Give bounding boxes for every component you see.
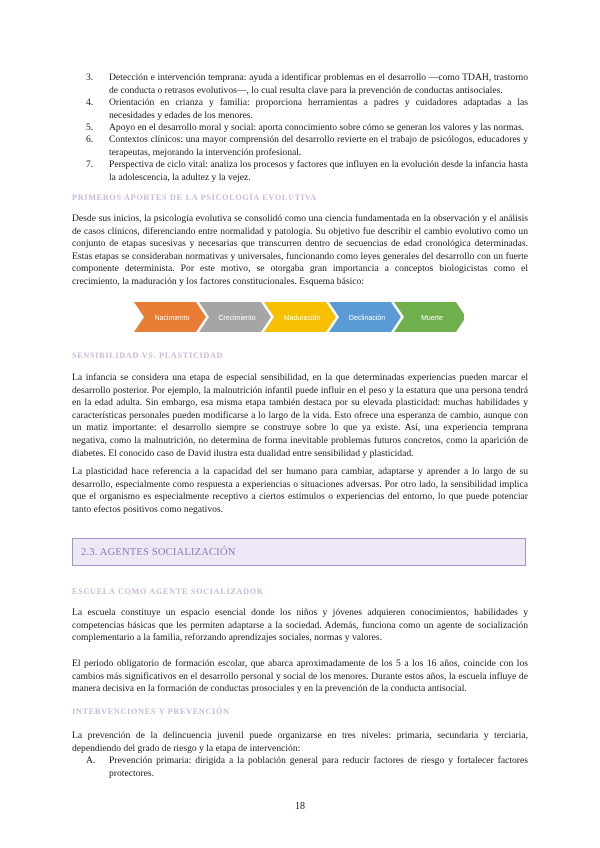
list-number: 3. <box>86 72 94 83</box>
development-stages-flow <box>134 302 464 332</box>
section-heading-primeros-aportes: PRIMEROS APORTES DE LA PSICOLOGÍA EVOLUTIVA <box>72 193 317 202</box>
flow-step-label: Crecimiento <box>218 315 256 322</box>
paragraph-sensibilidad-1: La infancia se considera una etapa de especial sensibilidad, en la que determinadas experiencias pueden marcar el desarrollo posterior. Por ejemplo, la malnutrición infantil puede influir en el peso y la estatura que una persona tendrá en la edad adulta. Sin embargo, esa misma etapa también destaca por su elevada plasticidad: muchas habilidades y características personales pueden modificarse a lo largo de la vida. Esto ofrece una esperanza de cambio, aunque con un matiz importante: el desarrollo siempre se construye sobre lo que ya existe. Así, una experiencia temprana negativa, como la malnutrición, no determina de forma inevitable problemas futuros concretos, como la aparición de diabetes. El conocido caso de David ilustra esta dualidad entre sensibilidad y plasticidad. <box>72 372 528 459</box>
list-item <box>72 72 528 97</box>
list-text: Perspectiva de ciclo vital: analiza los procesos y factores que influyen en la evolución desde la infancia hasta la adolescencia, la adultez y la vejez. <box>109 159 528 183</box>
section-heading-sensibilidad: SENSIBILIDAD VS. PLASTICIDAD <box>72 351 224 360</box>
list-item <box>72 97 528 122</box>
flow-step-label: Declinación <box>348 315 386 322</box>
list-item <box>72 122 528 135</box>
paragraph-intervenciones: La prevención de la delincuencia juvenil puede organizarse en tres niveles: primaria, secundaria y terciaria, dependiendo del grado de riesgo y la etapa de intervención: <box>72 730 528 754</box>
flow-step-label: Nacimiento <box>154 315 190 322</box>
list-number: 5. <box>86 122 94 133</box>
list-text: Orientación en crianza y familia: proporciona herramientas a padres y cuidadores adaptadas a las necesidades y edades de los menores. <box>109 97 528 121</box>
list-text: Prevención primaria: dirigida a la población general para reducir factores de riesgo y fortalecer factores protectores. <box>109 755 528 779</box>
list-text: Detección e intervención temprana: ayuda a identificar problemas en el desarrollo —como TDAH, trastorno de conducta o retrasos evolutivos—, lo cual resulta clave para la prevención de conductas antisociales. <box>109 72 528 96</box>
list-text: Apoyo en el desarrollo moral y social: aporta conocimiento sobre cómo se generan los valores y las normas. <box>109 122 525 133</box>
list-item <box>72 159 528 184</box>
page-number: 18 <box>295 801 305 812</box>
list-number: 7. <box>86 159 94 170</box>
list-number: 6. <box>86 134 94 145</box>
list-text: Contextos clínicos: una mayor comprensión del desarrollo revierte en el trabajo de psicólogos, educadores y terapeutas, mejorando la intervención profesional. <box>109 134 528 158</box>
list-item <box>72 755 528 780</box>
list-letter: A. <box>86 755 96 766</box>
list-number: 4. <box>86 97 94 108</box>
section-title-box <box>72 538 526 566</box>
paragraph-escuela-1: La escuela constituye un espacio esencial donde los niños y jóvenes adquieren conocimientos, habilidades y competencias básicas que les permiten adaptarse a la sociedad. Además, funciona como un agente de socialización complementario a la familia, reforzando aprendizajes sociales, normas y valores. <box>72 607 528 644</box>
flow-step-label: Maduración <box>283 315 321 322</box>
paragraph-primeros-aportes: Desde sus inicios, la psicología evolutiva se consolidó como una ciencia fundamentada en la observación y el análisis de casos clínicos, diferenciando entre normalidad y patología. Su objetivo fue describir el cambio evolutivo como un conjunto de etapas sucesivas y necesarias que transcurren dentro de secuencias de edad cronológica determinadas. Estas etapas se consideraban normativas y universales, funcionando como leyes generales del desarrollo con un fuerte componente determinista. Por este motivo, se otorgaba gran importancia a conceptos biologicistas como el crecimiento, la maduración y los factores constitucionales. Esquema básico: <box>72 213 528 287</box>
section-heading-escuela: ESCUELA COMO AGENTE SOCIALIZADOR <box>72 587 264 596</box>
section-title: 2.3. AGENTES SOCIALIZACIÓN <box>81 547 236 558</box>
list-item <box>72 134 528 159</box>
paragraph-sensibilidad-2: La plasticidad hace referencia a la capacidad del ser humano para cambiar, adaptarse y aprender a lo largo de su desarrollo, especialmente como respuesta a experiencias o situaciones adversas. Por otro lado, la sensibilidad implica que el organismo es especialmente receptivo a ciertos estímulos o experiencias del entorno, lo que puede potenciar tanto efectos positivos como negativos. <box>72 466 528 515</box>
paragraph-escuela-2: El periodo obligatorio de formación escolar, que abarca aproximadamente de los 5 a los 16 años, coincide con los cambios más significativos en el desarrollo personal y social de los menores. Durante estos años, la escuela influye de manera decisiva en la formación de conductas prosociales y en la prevención de la conducta antisocial. <box>72 658 528 695</box>
section-heading-intervenciones: INTERVENCIONES Y PREVENCIÓN <box>72 707 230 716</box>
flow-step-label: Muerte <box>421 315 443 322</box>
